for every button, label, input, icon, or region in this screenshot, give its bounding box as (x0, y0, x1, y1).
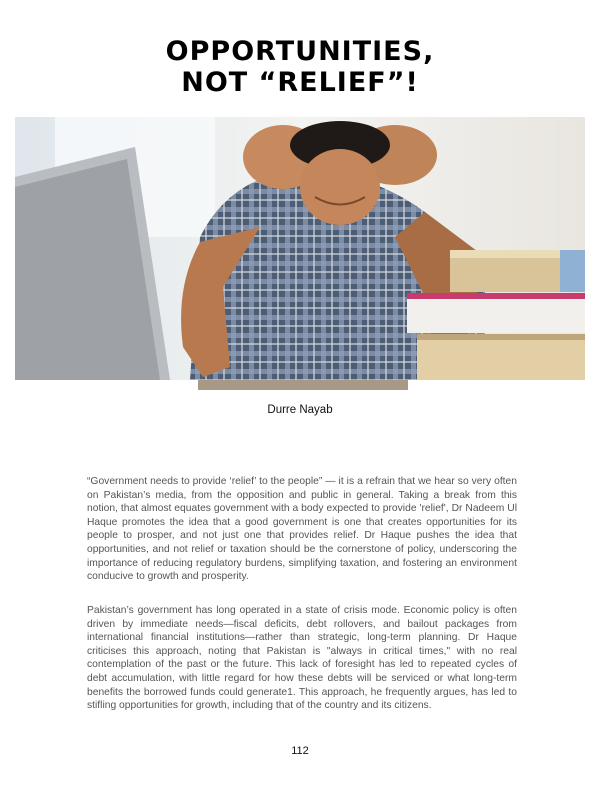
title-line-1: OPPORTUNITIES, (165, 36, 435, 67)
author-name: Durre Nayab (267, 404, 333, 416)
photo-caption-bar (198, 380, 408, 390)
stressed-man-photo (15, 117, 585, 380)
paragraph-1: “Government needs to provide ‘relief’ to the people” — it is a refrain that we hear so very often on Pakistan’s media, from the opposition and public in general. Taking a break from this notion, that almost equates government with a body expected to provide 'relief', Dr Nadeem Ul Haque promotes the idea that a good government is one that creates opportunities for its people to prosper, and not just one that provides relief. Dr Haque pushes the idea that opportunities, and not relief or taxation should be the cornerstone of policy, underscoring the importance of reducing regulatory burdens, simplifying taxation, and fostering an environment conducive to growth and prosperity. (87, 476, 517, 583)
page-number: 112 (291, 745, 309, 757)
title-line-2: NOT “RELIEF”! (181, 67, 419, 98)
article-title (0, 36, 600, 98)
paragraph-2: Pakistan’s government has long operated in a state of crisis mode. Economic policy is often driven by immediate needs—fiscal deficits, debt rollovers, and bailout packages from international financial institutions—rather than strategic, long-term planning. Dr Haque criticises this approach, noting that Pakistan is "always in critical times," with no real contemplation of the past or the future. This lack of foresight has led to repeated cycles of debt accumulation, with little regard for how these debts will be serviced or what long-term benefits the borrowed funds could generate1. This approach, he frequently argues, has led to stifling opportunities for growth, including that of the country and its citizens. (87, 605, 517, 712)
